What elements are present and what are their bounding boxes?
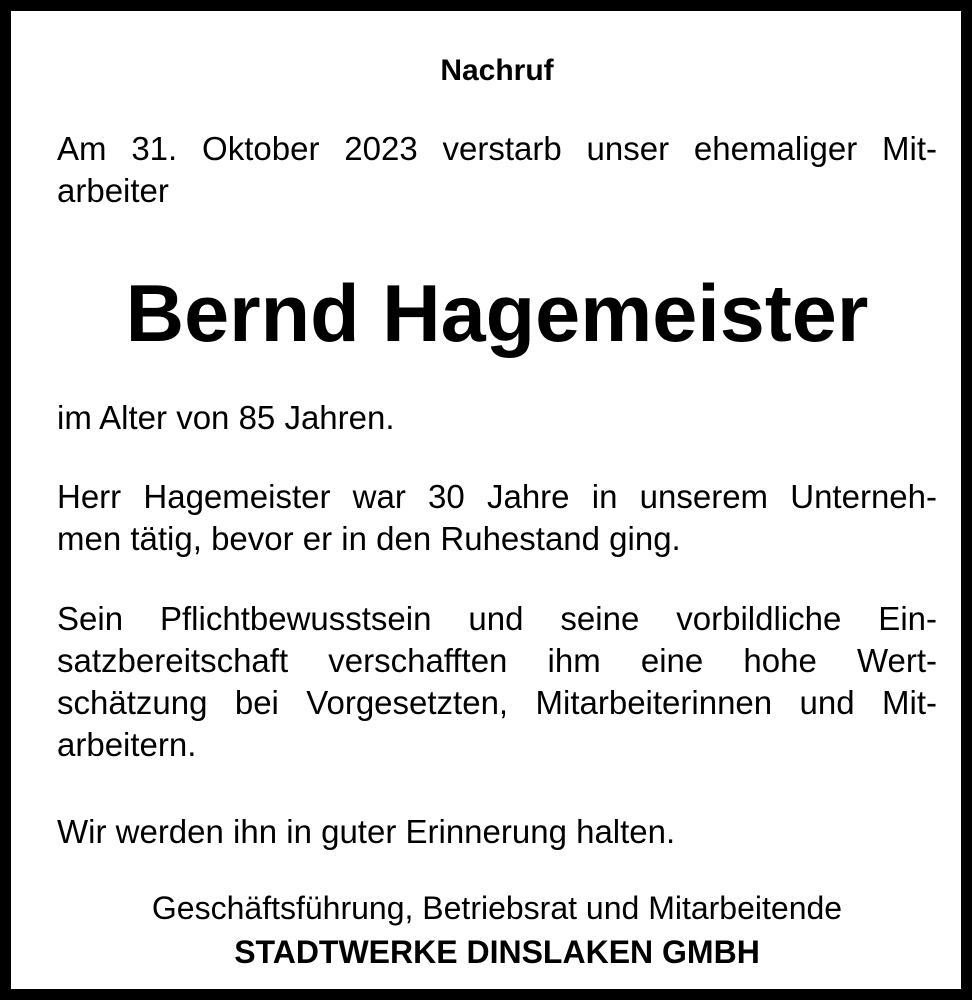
merit-line-4: arbeitern.	[57, 726, 197, 763]
intro-line-2: arbeiter	[57, 172, 169, 209]
closing-paragraph	[57, 811, 937, 853]
notice-heading: Nachruf	[440, 54, 554, 87]
merit-line-1: Sein Pflichtbewusstsein und seine vorbildliche Ein-	[57, 600, 937, 637]
age-line: im Alter von 85 Jahren.	[57, 399, 395, 436]
tenure-line-2: men tätig, bevor er in den Ruhestand ging.	[57, 520, 681, 557]
merit-line-2: satzbereitschaft verschafften ihm eine hohe Wert-	[57, 642, 937, 679]
age-paragraph	[57, 397, 937, 439]
intro-line-1: Am 31. Oktober 2023 verstarb unser ehemaliger Mit-	[57, 130, 937, 167]
merit-line-3: schätzung bei Vorgesetzten, Mitarbeiterinnen und Mit-	[57, 684, 937, 721]
company-name: STADTWERKE DINSLAKEN GMBH	[234, 934, 760, 970]
merit-paragraph	[57, 598, 937, 766]
deceased-name: Bernd Hagemeister	[125, 269, 869, 359]
intro-paragraph	[57, 128, 937, 212]
closing-line: Wir werden ihn in guter Erinnerung halten.	[57, 813, 676, 850]
tenure-paragraph	[57, 476, 937, 560]
tenure-line-1: Herr Hagemeister war 30 Jahre in unserem Unterneh-	[57, 478, 937, 515]
signatories-line: Geschäftsführung, Betriebsrat und Mitarbeitende	[151, 890, 843, 926]
